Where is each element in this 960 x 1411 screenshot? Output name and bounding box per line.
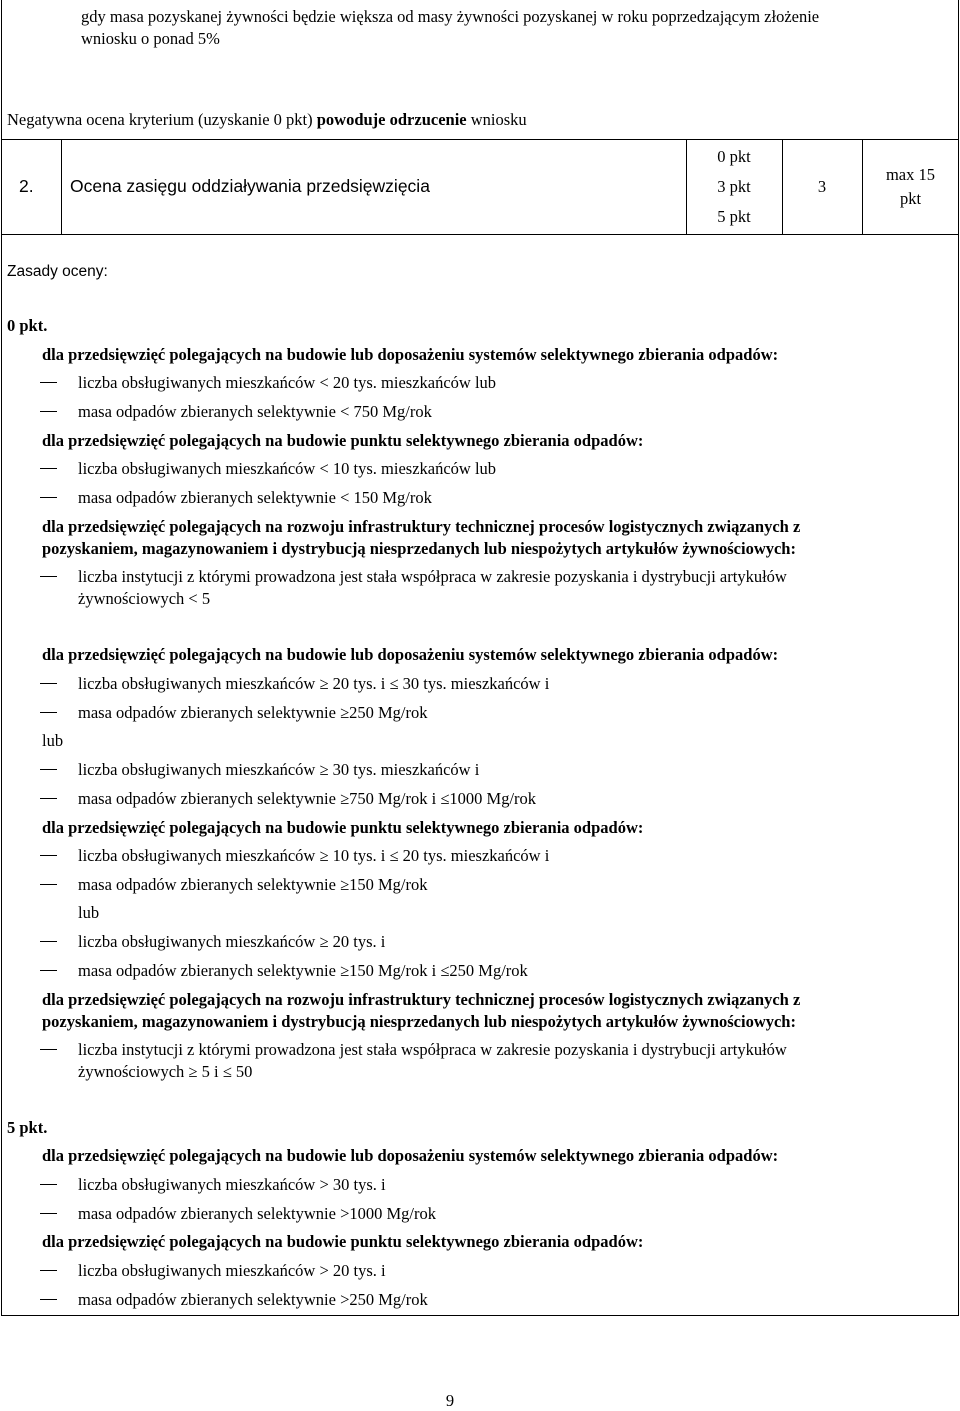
s3-item-1b: masa odpadów zbieranych selektywnie ≥250 Mg/rok	[78, 703, 428, 722]
negative-note-bold: powoduje odrzucenie	[316, 110, 467, 129]
s3-heading-2: dla przedsięwzięć polegających na budowie punktu selektywnego zbierania odpadów:	[42, 818, 644, 837]
s0-heading-1: dla przedsięwzięć polegających na budowie lub doposażeniu systemów selektywnego zbierania odpadów:	[42, 345, 779, 364]
list-dash	[40, 411, 57, 412]
list-dash	[40, 497, 57, 498]
points-option-5: 5 pkt	[717, 207, 751, 226]
s5-item-1b: masa odpadów zbieranych selektywnie >1000 Mg/rok	[78, 1204, 437, 1223]
s0-heading-3b: pozyskaniem, magazynowaniem i dystrybucją niesprzedanych lub niespożytych artykułów żywnościowych:	[42, 539, 796, 558]
list-dash	[40, 1299, 57, 1300]
s5-heading-2: dla przedsięwzięć polegających na budowie punktu selektywnego zbierania odpadów:	[42, 1232, 644, 1251]
s5-heading-1: dla przedsięwzięć polegających na budowie lub doposażeniu systemów selektywnego zbierania odpadów:	[42, 1146, 779, 1165]
s5-item-1a: liczba obsługiwanych mieszkańców > 30 tys. i	[78, 1175, 386, 1194]
s3-item-2a: liczba obsługiwanych mieszkańców ≥ 10 tys. i ≤ 20 tys. mieszkańców i	[78, 846, 550, 865]
s5-item-2a: liczba obsługiwanych mieszkańców > 20 tys. i	[78, 1261, 386, 1280]
s3-item-1c: liczba obsługiwanych mieszkańców ≥ 30 tys. mieszkańców i	[78, 760, 480, 779]
s0-item-2a: liczba obsługiwanych mieszkańców < 10 tys. mieszkańców lub	[78, 459, 497, 478]
list-dash	[40, 468, 57, 469]
s0-item-3b: żywnościowych < 5	[78, 589, 211, 608]
s3-item-3a: liczba instytucji z którymi prowadzona jest stała współpraca w zakresie pozyskania i dystrybucji artykułów	[78, 1040, 787, 1059]
negative-note-pre: Negatywna ocena kryterium (uzyskanie 0 pkt)	[7, 110, 317, 129]
s3-item-1a: liczba obsługiwanych mieszkańców ≥ 20 tys. i ≤ 30 tys. mieszkańców i	[78, 674, 550, 693]
points-option-0: 0 pkt	[717, 147, 751, 166]
section-5-label: 5 pkt.	[7, 1118, 48, 1137]
list-dash	[40, 576, 57, 577]
list-dash	[40, 1270, 57, 1271]
column-divider	[61, 139, 62, 235]
s3-or-1: lub	[42, 731, 64, 750]
list-dash	[40, 855, 57, 856]
s3-heading-3a: dla przedsięwzięć polegających na rozwoju infrastruktury technicznej procesów logistycznych związanych z	[42, 990, 801, 1009]
page-number: 9	[445, 1391, 455, 1410]
criterion-title: Ocena zasięgu oddziaływania przedsięwzięcia	[70, 176, 430, 196]
max-points-line-1: max 15	[885, 165, 936, 184]
s0-item-2b: masa odpadów zbieranych selektywnie < 150 Mg/rok	[78, 488, 432, 507]
s3-item-1d: masa odpadów zbieranych selektywnie ≥750 Mg/rok i ≤1000 Mg/rok	[78, 789, 537, 808]
s3-item-2b: masa odpadów zbieranych selektywnie ≥150 Mg/rok	[78, 875, 428, 894]
s3-or-2: lub	[78, 903, 100, 922]
list-dash	[40, 382, 57, 383]
column-divider	[862, 139, 863, 235]
list-dash	[40, 798, 57, 799]
list-dash	[40, 683, 57, 684]
s0-item-1a: liczba obsługiwanych mieszkańców < 20 tys. mieszkańców lub	[78, 373, 497, 392]
s3-item-2c: liczba obsługiwanych mieszkańców ≥ 20 tys. i	[78, 932, 386, 951]
list-dash	[40, 884, 57, 885]
section-0-label: 0 pkt.	[7, 316, 48, 335]
top-cell-line-1: gdy masa pozyskanej żywności będzie większa od masy żywności pozyskanej w roku poprzedzającym złożenie	[81, 7, 820, 26]
max-points-line-2: pkt	[899, 189, 922, 208]
list-dash	[40, 941, 57, 942]
points-option-3: 3 pkt	[717, 177, 751, 196]
negative-assessment-note	[7, 110, 527, 130]
negative-note-post: wniosku	[466, 110, 527, 129]
s0-item-3a: liczba instytucji z którymi prowadzona jest stała współpraca w zakresie pozyskania i dystrybucji artykułów	[78, 567, 787, 586]
rules-heading: Zasady oceny:	[7, 263, 108, 280]
top-cell-line-2: wniosku o ponad 5%	[81, 29, 220, 48]
list-dash	[40, 1184, 57, 1185]
list-dash	[40, 1213, 57, 1214]
s0-item-1b: masa odpadów zbieranych selektywnie < 750 Mg/rok	[78, 402, 432, 421]
s0-heading-3a: dla przedsięwzięć polegających na rozwoju infrastruktury technicznej procesów logistycznych związanych z	[42, 517, 801, 536]
list-dash	[40, 1049, 57, 1050]
criterion-number: 2.	[19, 176, 34, 196]
criterion-weight: 3	[817, 177, 827, 196]
s3-item-2d: masa odpadów zbieranych selektywnie ≥150 Mg/rok i ≤250 Mg/rok	[78, 961, 528, 980]
s0-heading-2: dla przedsięwzięć polegających na budowie punktu selektywnego zbierania odpadów:	[42, 431, 644, 450]
list-dash	[40, 712, 57, 713]
s3-heading-1: dla przedsięwzięć polegających na budowie lub doposażeniu systemów selektywnego zbierania odpadów:	[42, 645, 779, 664]
s5-item-2b: masa odpadów zbieranych selektywnie >250 Mg/rok	[78, 1290, 428, 1309]
s3-item-3b: żywnościowych ≥ 5 i ≤ 50	[78, 1062, 253, 1081]
list-dash	[40, 769, 57, 770]
s3-heading-3b: pozyskaniem, magazynowaniem i dystrybucją niesprzedanych lub niespożytych artykułów żywnościowych:	[42, 1012, 796, 1031]
list-dash	[40, 970, 57, 971]
